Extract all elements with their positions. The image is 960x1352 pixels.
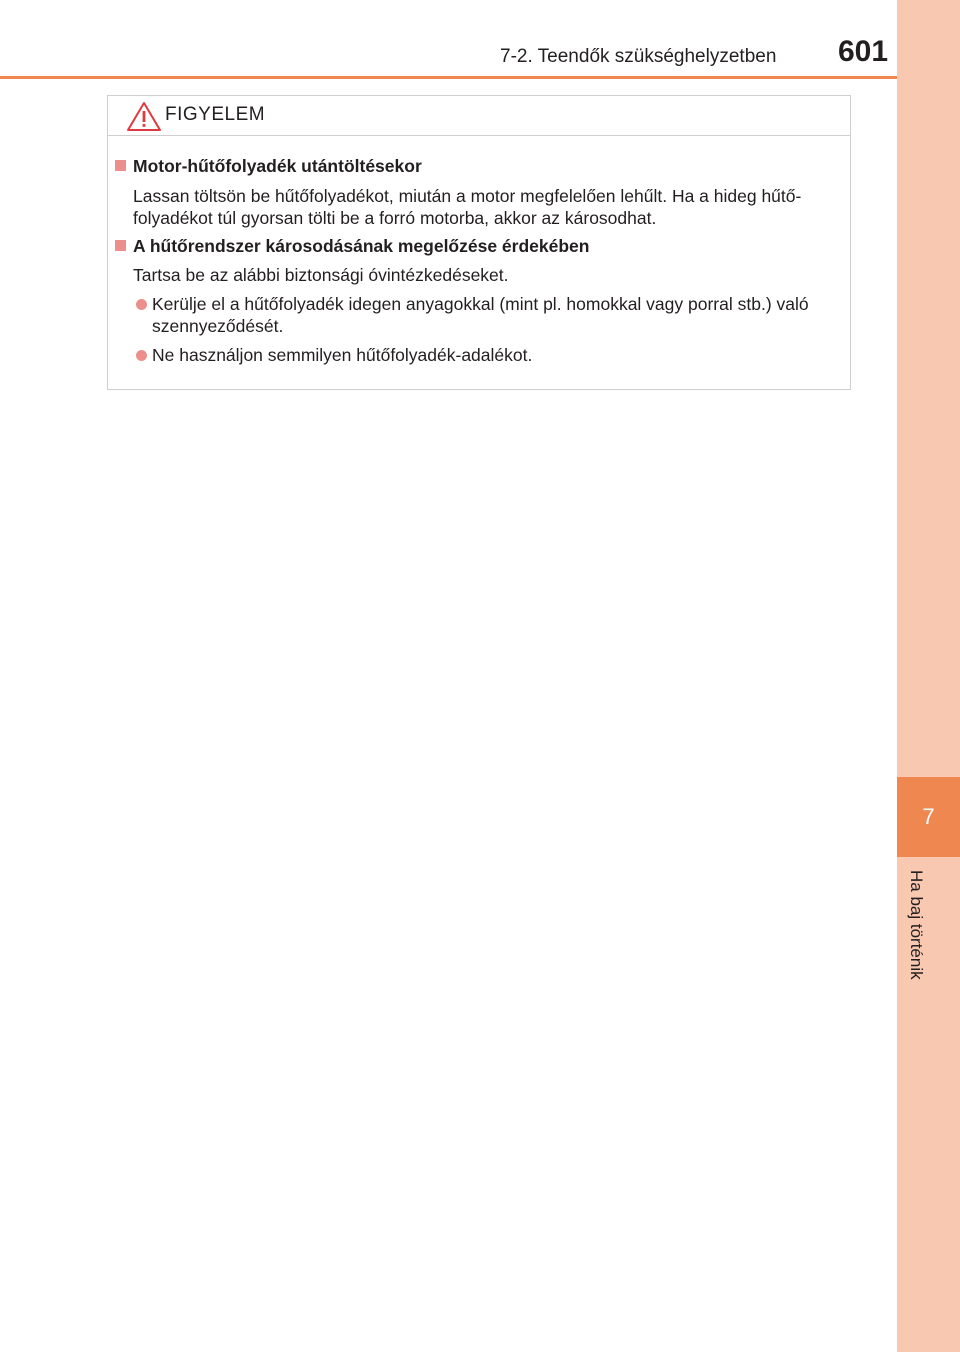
- list-item: Kerülje el a hűtőfolyadék idegen anyagokkal (mint pl. homokkal vagy porral stb.) való szennyeződését.: [133, 293, 845, 337]
- page-number: 601: [838, 35, 889, 68]
- list-item: Ne használjon semmilyen hűtőfolyadék-adalékot.: [133, 344, 845, 366]
- warning-box: [107, 95, 851, 390]
- warning-triangle-icon: [126, 101, 162, 132]
- bullet-dot-icon: [136, 350, 147, 361]
- square-bullet-icon: [115, 160, 126, 171]
- section-paragraph: Lassan töltsön be hűtőfolyadékot, miután a motor megfelelően lehűlt. Ha a hideg hűtő-folyadékot túl gyorsan tölti be a forró motorba, akkor az károsodhat.: [133, 186, 802, 228]
- chapter-tab: [897, 777, 960, 857]
- bullet-dot-icon: [136, 299, 147, 310]
- header-divider: [0, 76, 897, 79]
- side-strip: [897, 0, 960, 1352]
- warning-title: FIGYELEM: [165, 104, 266, 125]
- chapter-label: Ha baj történik: [907, 870, 926, 980]
- warning-header: [108, 96, 850, 136]
- section-paragraph: Tartsa be az alábbi biztonsági óvintézkedéseket.: [133, 265, 509, 285]
- chapter-number: 7: [922, 804, 935, 829]
- section-heading: A hűtőrendszer károsodásának megelőzése érdekében: [115, 235, 589, 257]
- section-heading: Motor-hűtőfolyadék utántöltésekor: [115, 155, 422, 177]
- section-title: 7-2. Teendők szükséghelyzetben: [500, 46, 777, 67]
- square-bullet-icon: [115, 240, 126, 251]
